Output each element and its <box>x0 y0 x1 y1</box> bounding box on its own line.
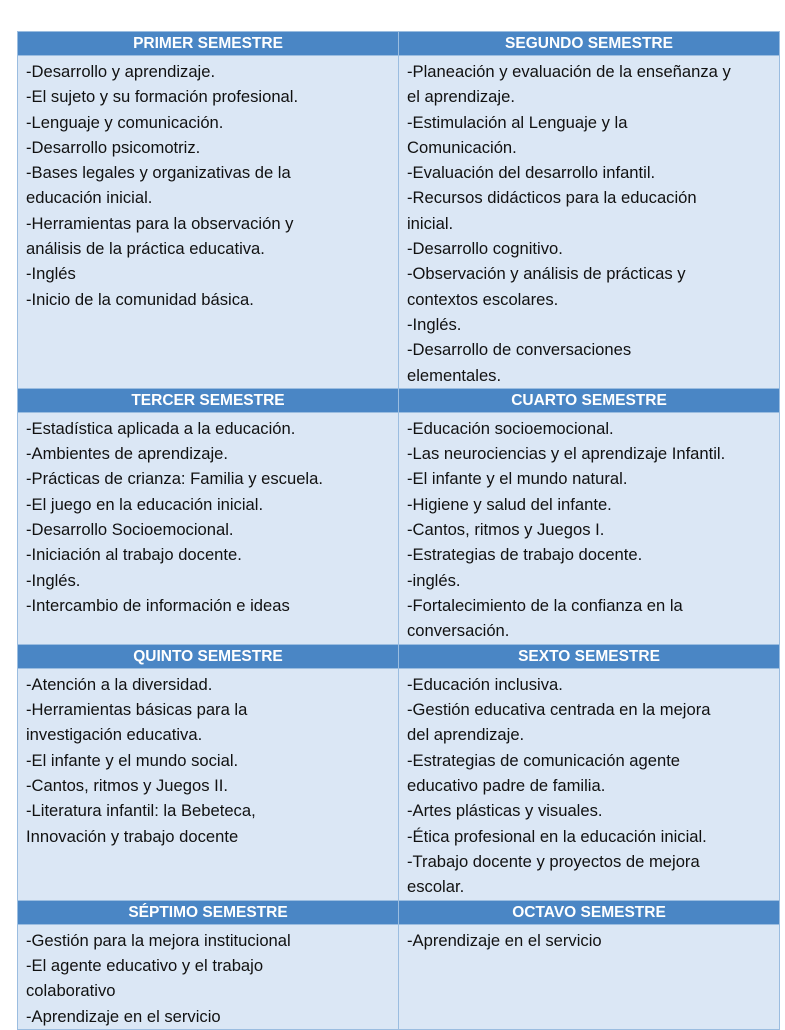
subject-line: -Desarrollo y aprendizaje. <box>26 62 216 81</box>
subject-line: -El infante y el mundo social. <box>26 750 239 770</box>
subject-line: -Desarrollo de conversaciones <box>407 340 632 360</box>
subject-line: -El juego en la educación inicial. <box>26 494 264 514</box>
subject-line: -Bases legales y organizativas de la <box>26 163 291 183</box>
subjects-row <box>18 668 780 900</box>
subject-line: -Estadística aplicada a la educación. <box>26 418 296 438</box>
subject-line: -Literatura infantil: la Bebeteca, <box>26 801 256 821</box>
semester-heading: SEXTO SEMESTRE <box>399 644 780 668</box>
subject-line: -Iniciación al trabajo docente. <box>26 545 242 565</box>
subject-line: -Intercambio de información e ideas <box>26 595 290 615</box>
semester-heading: SÉPTIMO SEMESTRE <box>18 900 399 924</box>
subject-line: elementales. <box>407 365 502 385</box>
semester-heading: OCTAVO SEMESTRE <box>399 900 780 924</box>
subject-line: -Gestión educativa centrada en la mejora <box>407 700 711 720</box>
subject-line: educación inicial. <box>26 188 153 208</box>
subject-line: -Inglés. <box>407 314 462 334</box>
subject-line: -Trabajo docente y proyectos de mejora <box>407 851 700 871</box>
subject-line: escolar. <box>407 877 465 897</box>
subject-line: -Estrategias de comunicación agente <box>407 750 681 770</box>
subject-line: -inglés. <box>407 570 461 590</box>
subject-line: -El infante y el mundo natural. <box>407 469 628 489</box>
semester-heading: CUARTO SEMESTRE <box>399 388 780 412</box>
subject-line: -Atención a la diversidad. <box>26 674 213 694</box>
subject-line: -Desarrollo psicomotriz. <box>26 137 201 157</box>
subject-line: -El sujeto y su formación profesional. <box>26 87 299 107</box>
subject-line: -Desarrollo cognitivo. <box>407 239 563 259</box>
semester-heading: PRIMER SEMESTRE <box>18 32 399 56</box>
subject-line: -Aprendizaje en el servicio <box>407 930 602 950</box>
subjects-row <box>18 56 780 389</box>
subject-line: análisis de la práctica educativa. <box>26 239 265 259</box>
subject-line: -Inicio de la comunidad básica. <box>26 289 254 309</box>
subject-line: -Cantos, ritmos y Juegos I. <box>407 520 605 540</box>
subject-line: -Ambientes de aprendizaje. <box>26 444 229 464</box>
subject-line: -Educación socioemocional. <box>407 418 614 438</box>
semester-heading: QUINTO SEMESTRE <box>18 644 399 668</box>
semester-heading: SEGUNDO SEMESTRE <box>399 32 780 56</box>
subject-line: educativo padre de familia. <box>407 776 606 796</box>
subject-list <box>18 56 399 389</box>
subject-line: investigación educativa. <box>26 725 203 745</box>
subjects-row <box>18 924 780 1029</box>
subject-line: -Inglés. <box>26 570 81 590</box>
subject-line: -Evaluación del desarrollo infantil. <box>407 163 656 183</box>
subject-line: -Gestión para la mejora institucional <box>26 930 291 950</box>
header-row <box>18 644 780 668</box>
subject-line: inicial. <box>407 213 454 233</box>
subject-line: conversación. <box>407 621 510 641</box>
subjects-row <box>18 412 780 644</box>
curriculum-table <box>17 31 780 1030</box>
subject-list <box>18 924 399 1029</box>
header-row <box>18 32 780 56</box>
subject-line: del aprendizaje. <box>407 725 525 745</box>
subject-line: -Herramientas para la observación y <box>26 213 294 233</box>
subject-line: -Cantos, ritmos y Juegos II. <box>26 776 228 796</box>
subject-list <box>399 668 780 900</box>
subject-line: -Aprendizaje en el servicio <box>26 1006 221 1026</box>
subject-list <box>18 668 399 900</box>
subject-line: colaborativo <box>26 981 116 1001</box>
subject-line: -Planeación y evaluación de la enseñanza y <box>407 62 731 81</box>
subject-line: -Herramientas básicas para la <box>26 700 248 720</box>
subject-line: -Las neurociencias y el aprendizaje Infantil. <box>407 444 726 464</box>
subject-line: -Higiene y salud del infante. <box>407 494 612 514</box>
subject-line: -Educación inclusiva. <box>407 674 563 694</box>
subject-line: -Observación y análisis de prácticas y <box>407 264 686 284</box>
subject-line: -Inglés <box>26 264 76 284</box>
subject-line: Innovación y trabajo docente <box>26 826 239 846</box>
subject-line: -Prácticas de crianza: Familia y escuela. <box>26 469 323 489</box>
semester-heading: TERCER SEMESTRE <box>18 388 399 412</box>
header-row <box>18 388 780 412</box>
subject-list <box>399 412 780 644</box>
subject-line: -Artes plásticas y visuales. <box>407 801 603 821</box>
subject-list <box>399 56 780 389</box>
subject-line: -Lenguaje y comunicación. <box>26 112 224 132</box>
subject-line: -El agente educativo y el trabajo <box>26 956 264 976</box>
subject-line: -Estimulación al Lenguaje y la <box>407 112 628 132</box>
header-row <box>18 900 780 924</box>
subject-line: contextos escolares. <box>407 289 559 309</box>
subject-list <box>399 924 780 1029</box>
subject-list <box>18 412 399 644</box>
subject-line: -Desarrollo Socioemocional. <box>26 520 234 540</box>
subject-line: el aprendizaje. <box>407 87 515 107</box>
subject-line: -Ética profesional en la educación inicial. <box>407 826 707 846</box>
subject-line: Comunicación. <box>407 137 517 157</box>
subject-line: -Fortalecimiento de la confianza en la <box>407 595 683 615</box>
subject-line: -Estrategias de trabajo docente. <box>407 545 643 565</box>
subject-line: -Recursos didácticos para la educación <box>407 188 697 208</box>
